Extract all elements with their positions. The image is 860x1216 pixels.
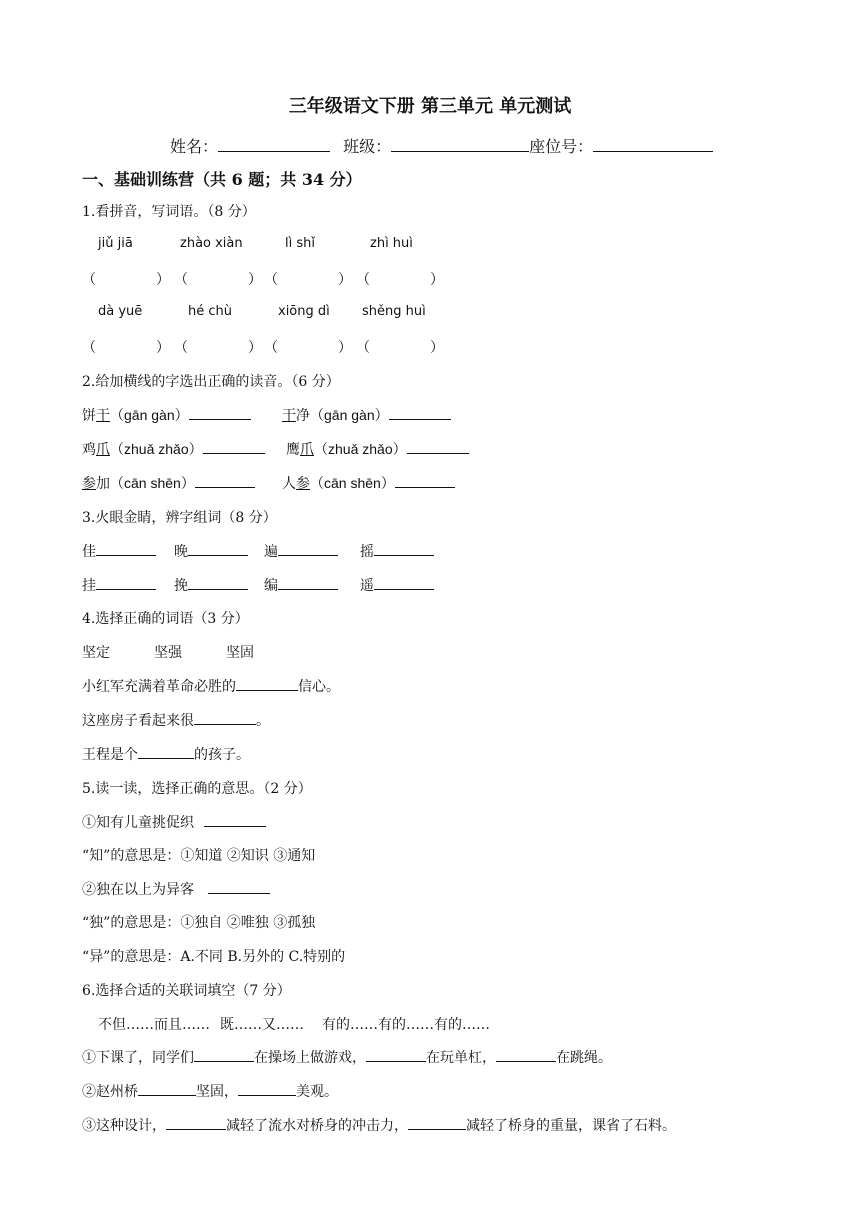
name-label: 姓名： <box>170 137 219 156</box>
answer-blank[interactable] <box>278 575 338 590</box>
answer-blank[interactable] <box>278 541 338 556</box>
answer-blank[interactable] <box>166 1115 226 1130</box>
pinyin: zhì huì <box>370 236 413 251</box>
paren-open: （ <box>356 272 370 288</box>
q6-title: 6.选择合适的关联词填空（7 分） <box>82 983 291 999</box>
q4-sentence-1: 小红军充满着革命必胜的 信心。 <box>82 676 340 696</box>
answer-blank[interactable] <box>408 1115 466 1130</box>
q6-sentence-3: ③这种设计， 减轻了流水对桥身的冲击力， 减轻了桥身的重量，课省了石料。 <box>82 1115 676 1135</box>
answer-blank[interactable] <box>236 676 298 691</box>
char: 挽 <box>174 578 188 594</box>
answer-blank[interactable] <box>395 473 455 488</box>
q4-sentence-2: 这座房子看起来很 。 <box>82 710 270 730</box>
answer-blank[interactable] <box>238 1081 296 1096</box>
q5-sentence-2: ②独在以上为异客 <box>82 879 270 899</box>
paren-close: ） <box>430 340 444 356</box>
answer-blank[interactable] <box>188 541 248 556</box>
q4-title: 4.选择正确的词语（3 分） <box>82 611 249 627</box>
pinyin: zhào xiàn <box>180 236 243 251</box>
q2-item: 人参（cān shēn） <box>282 473 455 493</box>
paren-open: （ <box>82 272 96 288</box>
q2-title: 2.给加横线的字选出正确的读音。（6 分） <box>82 374 340 390</box>
choice: 既……又…… <box>220 1017 304 1033</box>
answer-blank[interactable] <box>194 710 256 725</box>
choice: 坚强 <box>154 645 182 661</box>
q4-sentence-3: 王程是个 的孩子。 <box>82 744 250 764</box>
q5-meaning-1: “知”的意思是：①知道 ②知识 ③通知 <box>82 848 316 864</box>
q6-sentence-2: ②赵州桥 坚固， 美观。 <box>82 1081 338 1101</box>
paren-open: （ <box>174 272 188 288</box>
choice: 不但……而且…… <box>98 1017 210 1033</box>
answer-blank[interactable] <box>374 541 434 556</box>
paren-open: （ <box>174 340 188 356</box>
q2-item: 干净（gān gàn） <box>282 405 451 425</box>
q5-sentence-1: ①知有儿童挑促织 <box>82 812 266 832</box>
q1-title: 1.看拼音，写词语。（8 分） <box>82 204 256 220</box>
paren-close: ） <box>156 340 170 356</box>
answer-blank[interactable] <box>195 473 255 488</box>
answer-blank[interactable] <box>96 575 156 590</box>
pinyin: xiōng dì <box>278 304 330 319</box>
q2-item: 参加（cān shēn） <box>82 473 255 493</box>
pinyin: hé chù <box>188 304 232 319</box>
paren-open: （ <box>264 340 278 356</box>
paren-close: ） <box>156 272 170 288</box>
answer-blank[interactable] <box>96 541 156 556</box>
paren-open: （ <box>356 340 370 356</box>
paren-open: （ <box>264 272 278 288</box>
seat-label: 座位号： <box>529 137 594 156</box>
q2-item: 饼干（gān gàn） <box>82 405 251 425</box>
section-heading: 一、基础训练营（共 6 题；共 34 分） <box>82 170 362 189</box>
answer-blank[interactable] <box>389 405 451 420</box>
page-title: 三年级语文下册 第三单元 单元测试 <box>288 96 572 117</box>
student-info <box>170 134 713 157</box>
paren-close: ） <box>338 340 352 356</box>
answer-blank[interactable] <box>203 439 265 454</box>
char: 遍 <box>264 544 278 560</box>
answer-blank[interactable] <box>194 1047 254 1062</box>
paren-close: ） <box>248 272 262 288</box>
char: 晚 <box>174 544 188 560</box>
answer-blank[interactable] <box>138 744 194 759</box>
class-blank[interactable] <box>391 137 529 152</box>
answer-blank[interactable] <box>188 575 248 590</box>
choice: 有的……有的……有的…… <box>322 1017 490 1033</box>
paren-close: ） <box>338 272 352 288</box>
char: 遥 <box>360 578 374 594</box>
choice: 坚固 <box>226 645 254 661</box>
answer-blank[interactable] <box>208 879 270 894</box>
seat-blank[interactable] <box>593 137 713 152</box>
class-label: 班级： <box>343 137 392 156</box>
char: 佳 <box>82 544 96 560</box>
answer-blank[interactable] <box>138 1081 196 1096</box>
pinyin: shěng huì <box>362 304 426 319</box>
q5-meaning-3: “异”的意思是：A.不同 B.另外的 C.特别的 <box>82 949 346 965</box>
choice: 坚定 <box>82 645 110 661</box>
q5-meaning-2: “独”的意思是：①独自 ②唯独 ③孤独 <box>82 915 316 931</box>
q5-title: 5.读一读，选择正确的意思。（2 分） <box>82 781 312 797</box>
char: 摇 <box>360 544 374 560</box>
pinyin: jiǔ jiā <box>98 236 133 251</box>
q2-item: 鹰爪（zhuǎ zhǎo） <box>286 439 469 459</box>
char: 编 <box>264 578 278 594</box>
pinyin: dà yuē <box>98 304 143 319</box>
char: 挂 <box>82 578 96 594</box>
paren-open: （ <box>82 340 96 356</box>
q3-title: 3.火眼金睛，辨字组词（8 分） <box>82 510 277 526</box>
q6-sentence-1: ①下课了，同学们 在操场上做游戏， 在玩单杠， 在跳绳。 <box>82 1047 612 1067</box>
answer-blank[interactable] <box>189 405 251 420</box>
answer-blank[interactable] <box>407 439 469 454</box>
name-blank[interactable] <box>218 137 330 152</box>
paren-close: ） <box>248 340 262 356</box>
answer-blank[interactable] <box>366 1047 426 1062</box>
paren-close: ） <box>430 272 444 288</box>
answer-blank[interactable] <box>204 812 266 827</box>
answer-blank[interactable] <box>374 575 434 590</box>
q2-item: 鸡爪（zhuǎ zhǎo） <box>82 439 265 459</box>
pinyin: lì shǐ <box>285 236 315 251</box>
answer-blank[interactable] <box>496 1047 556 1062</box>
